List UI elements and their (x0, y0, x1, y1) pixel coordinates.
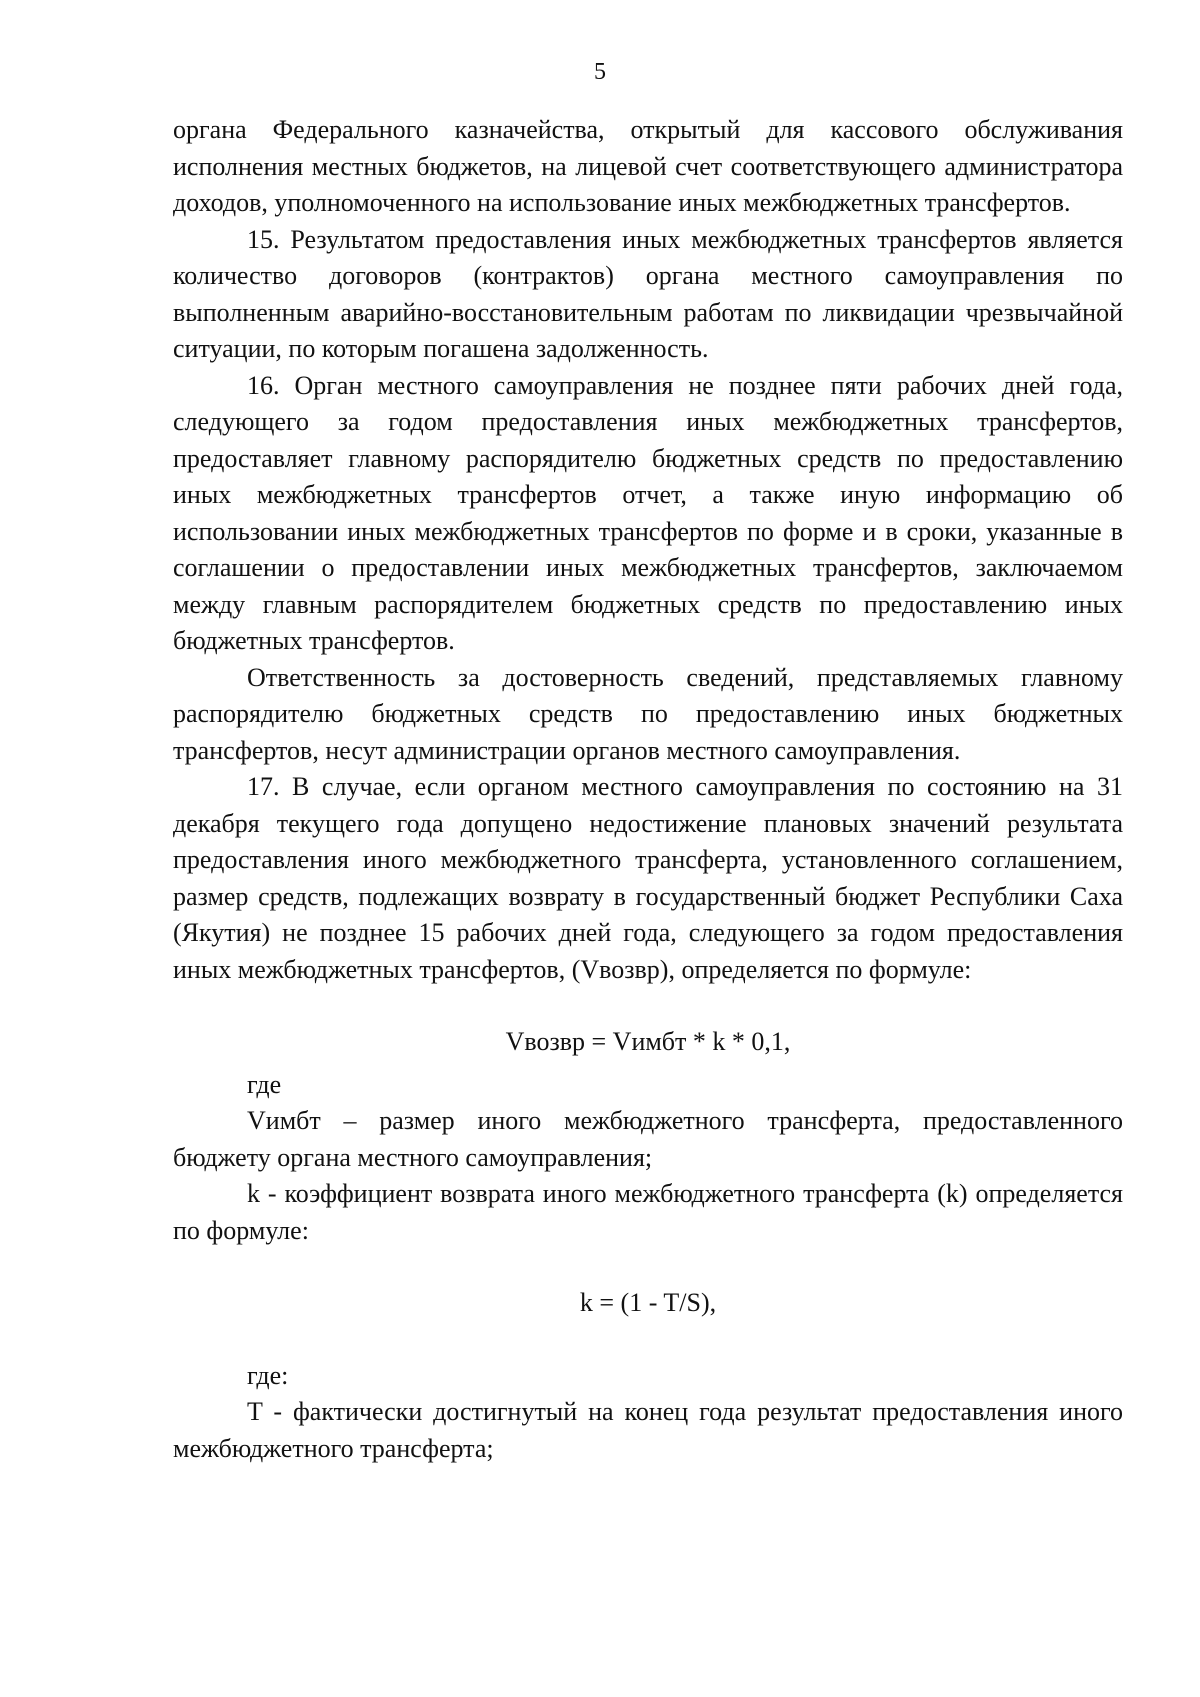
formula-return-amount: Vвозвр = Vимбт * k * 0,1, (505, 1027, 791, 1056)
document-body (173, 112, 1123, 1467)
paragraph-16: 16. Орган местного самоуправления не позднее пяти рабочих дней года, следующего за годом предоставления иных межбюджетных трансфертов, предоставляет главному распорядителю бюджетных средств по предоставлению иных межбюджетных трансфертов отчет, а также иную информацию об использовании иных межбюджетных трансфертов по форме и в сроки, указанные в соглашении о предоставлении иных межбюджетных трансфертов, заключаемом между главным распорядителем бюджетных средств по предоставлению иных бюджетных трансфертов. (173, 370, 1123, 655)
paragraph-responsibility: Ответственность за достоверность сведений, представляемых главному распорядителю бюджетных средств по предоставлению иных бюджетных трансфертов, несут администрации органов местного самоуправления. (173, 662, 1123, 765)
where-label-2: где: (247, 1360, 289, 1390)
definition-t: T - фактически достигнутый на конец года результат предоставления иного межбюджетного трансферта; (173, 1397, 1123, 1463)
page-number: 5 (594, 59, 606, 85)
definition-vimbt: Vимбт – размер иного межбюджетного трансферта, предоставленного бюджету органа местного самоуправления; (173, 1106, 1123, 1172)
paragraph-continuation: органа Федерального казначейства, открытый для кассового обслуживания исполнения местных бюджетов, на лицевой счет соответствующего администратора доходов, уполномоченного на использование иных межбюджетных трансфертов. (173, 115, 1123, 217)
paragraph-17: 17. В случае, если органом местного самоуправления по состоянию на 31 декабря текущего года допущено недостижение плановых значений результата предоставления иного межбюджетного трансферта, установленного соглашением, размер средств, подлежащих возврату в государственный бюджет Республики Саха (Якутия) не позднее 15 рабочих дней года, следующего за годом предоставления иных межбюджетных трансфертов, (Vвозвр), определяется по формуле: (173, 772, 1123, 984)
definition-k: k - коэффициент возврата иного межбюджетного трансферта (k) определяется по формуле: (173, 1179, 1123, 1245)
formula-coefficient-k: k = (1 - T/S), (579, 1288, 717, 1317)
where-label: где (247, 1069, 282, 1099)
paragraph-15: 15. Результатом предоставления иных межбюджетных трансфертов является количество договоров (контрактов) органа местного самоуправления по выполненным аварийно-восстановительным работам по ликвидации чрезвычайной ситуации, по которым погашена задолженность. (173, 224, 1123, 363)
